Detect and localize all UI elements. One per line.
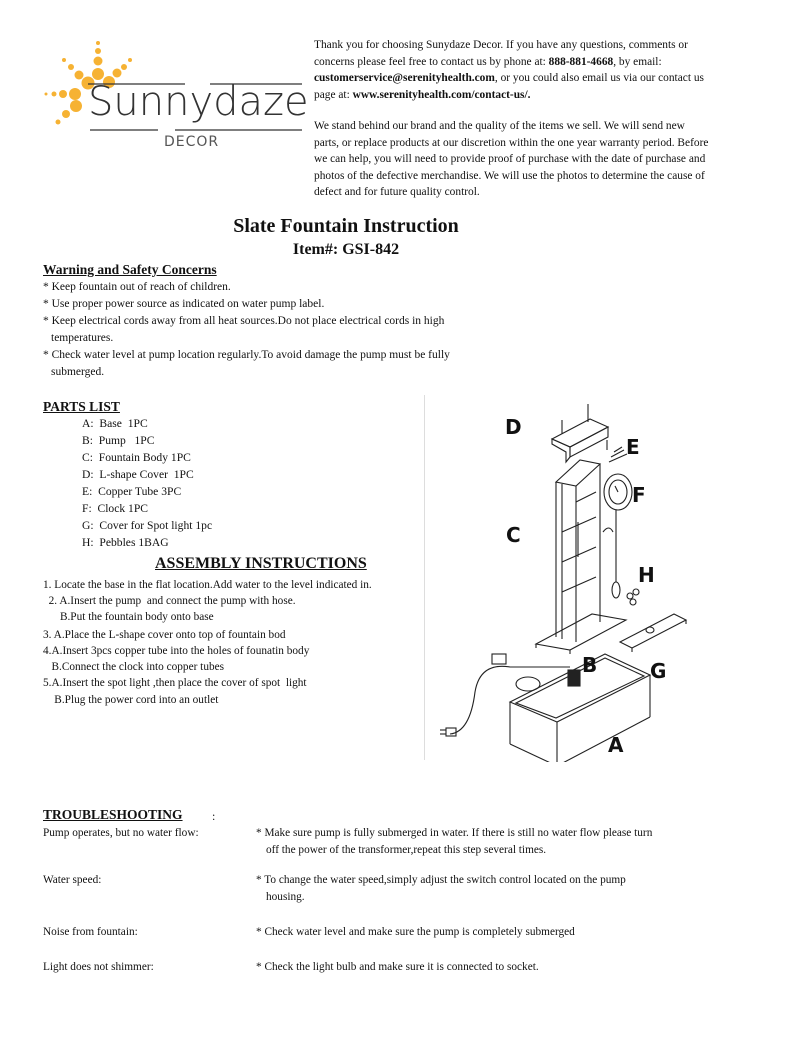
contact-text: , by email: — [613, 55, 662, 68]
arrow-icon — [603, 528, 613, 532]
assembly-step: B.Connect the clock into copper tubes — [43, 661, 225, 673]
assembly-step: B.Put the fountain body onto base — [43, 611, 214, 623]
solution-text: * Check the light bulb and make sure it is connected to socket. — [256, 961, 539, 973]
assembly-step: 5.A.Insert the spot light ,then place the cover of spot light — [43, 677, 307, 689]
warranty-paragraph: We stand behind our brand and the quality of the items we sell. We will send new parts, or replace products at our discretion within the one year warranty period. Before we can help, you will need to provide proof of purchase with the date of purchase and photos of the defective merchandise. We will use the photos to determine the cause of defect and for future quality control. — [314, 120, 709, 198]
solution-text: * Make sure pump is fully submerged in water. If there is still no water flow please turn off the power of the transformer,repeat this step several times. — [256, 827, 653, 856]
plug-icon — [440, 728, 456, 736]
pebbles-drawing — [627, 589, 639, 605]
contact-text: , or you could also email us via our contact us page at: — [314, 72, 704, 101]
transformer-drawing — [492, 654, 506, 664]
parts-heading: PARTS LIST — [43, 399, 120, 414]
solution-text: * To change the water speed,simply adjust the switch control located on the pump housing. — [256, 874, 626, 903]
brand-sub: DECOR — [164, 134, 220, 150]
part-item: H: Pebbles 1BAG — [82, 536, 169, 549]
phone-number[interactable]: 888-881-4668 — [548, 55, 614, 68]
label-d: D — [505, 415, 522, 439]
assembly-step: 4.A.Insert 3pcs copper tube into the holes of founatin body — [43, 645, 310, 657]
copper-tube-drawing — [609, 447, 627, 462]
assembly-step: 1. Locate the base in the flat location.Add water to the level indicated in. — [43, 579, 372, 591]
label-f: F — [632, 483, 646, 507]
brand-name: Sunnydaze — [88, 79, 309, 125]
l-shape-cover-drawing — [552, 404, 608, 462]
part-item: C: Fountain Body 1PC — [82, 451, 191, 464]
label-a: A — [608, 733, 624, 757]
item-number: Item#: GSI-842 — [292, 241, 400, 258]
problem-label: Light does not shimmer: — [43, 961, 154, 973]
part-item: F: Clock 1PC — [82, 502, 149, 515]
spotlight-drawing — [516, 677, 540, 691]
contact-paragraph — [314, 37, 709, 103]
warning-item: * Use proper power source as indicated on water pump label. — [43, 298, 325, 310]
warning-item: * Keep electrical cords away from all heat sources.Do not place electrical cords in high temperatures. — [43, 315, 445, 344]
warning-item: * Check water level at pump location regularly.To avoid damage the pump must be fully submerged. — [43, 349, 450, 378]
document-title: Slate Fountain Instruction — [233, 215, 459, 237]
part-item: E: Copper Tube 3PC — [82, 485, 182, 498]
assembly-step: 3. A.Place the L-shape cover onto top of fountain bod — [43, 629, 286, 641]
part-item: G: Cover for Spot light 1pc — [82, 519, 213, 532]
label-g: G — [650, 659, 667, 683]
assembly-heading: ASSEMBLY INSTRUCTIONS — [155, 555, 367, 572]
diagram-border — [424, 395, 425, 760]
problem-label: Pump operates, but no water flow: — [43, 827, 199, 839]
solution-text: * Check water level and make sure the pump is completely submerged — [256, 926, 575, 938]
part-item: B: Pump 1PC — [82, 434, 155, 447]
clock-drawing — [604, 474, 632, 598]
contact-url[interactable]: www.serenityhealth.com/contact-us/. — [352, 88, 531, 101]
brand-logo — [40, 38, 310, 153]
label-e: E — [626, 435, 640, 459]
label-b: B — [582, 653, 598, 677]
assembly-step: B.Plug the power cord into an outlet — [43, 694, 219, 706]
troubleshooting-heading: TROUBLESHOOTING — [43, 807, 183, 822]
spotlight-cover-drawing — [620, 614, 686, 652]
part-item: A: Base 1PC — [82, 417, 148, 430]
warning-item: * Keep fountain out of reach of children. — [43, 281, 231, 293]
label-h: H — [638, 563, 655, 587]
label-c: C — [506, 523, 521, 547]
warnings-heading: Warning and Safety Concerns — [43, 262, 217, 277]
intro-text — [314, 37, 709, 216]
assembly-diagram — [440, 392, 720, 762]
assembly-step: 2. A.Insert the pump and connect the pump with hose. — [43, 595, 296, 607]
problem-label: Noise from fountain: — [43, 926, 138, 938]
problem-label: Water speed: — [43, 874, 102, 886]
part-item: D: L-shape Cover 1PC — [82, 468, 194, 481]
base-plate-drawing — [536, 614, 626, 654]
troubleshooting-colon: : — [212, 809, 216, 823]
contact-text: Thank you for choosing Sunydaze Decor. If you have any questions, comments or concerns please feel free to contact us by phone at: — [314, 39, 688, 68]
pump-drawing — [568, 670, 580, 686]
email-link[interactable]: customerservice@serenityhealth.com — [314, 72, 495, 84]
